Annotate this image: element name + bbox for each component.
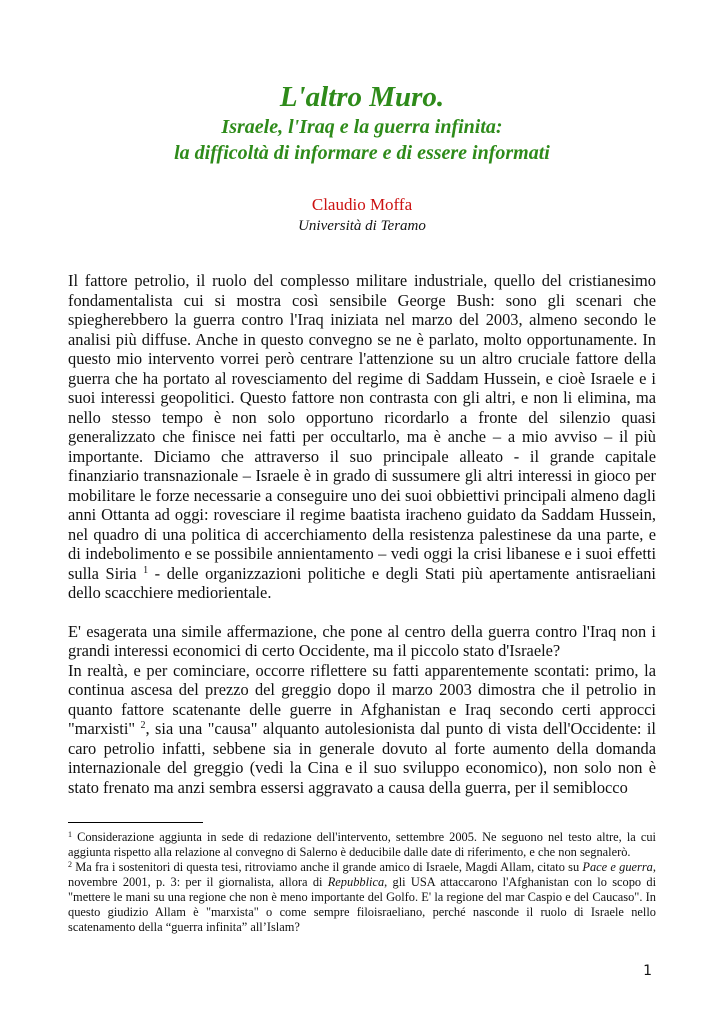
paragraph-3 [68, 661, 656, 798]
footnote-2-text-b: , novembre 2001, p. 3: per il giornalista, allora di [68, 860, 656, 889]
footnote-2-newspaper-name: Repubblica [327, 875, 385, 889]
subtitle-line-2: la difficoltà di informare e di essere informati [174, 142, 550, 164]
subtitle-line-1: Israele, l'Iraq e la guerra infinita: [221, 116, 503, 138]
footnote-2-citation-title: Pace e guerra [582, 860, 653, 874]
footnote-2-text-a: Ma fra i sostenitori di questa tesi, ritroviamo anche il grande amico di Israele, Magdi Allam, citato su [72, 860, 583, 874]
footnote-1 [68, 830, 656, 860]
paragraph-1-text-a: Il fattore petrolio, il ruolo del complesso militare industriale, quello del cristianesimo fondamentalista cui si mostra così sensibile George Bush: sono gli scenari che spiegherebbero la guerra contro l'Iraq iniziata nel marzo del 2003, almeno secondo le analisi più diffuse. Anche in questo convegno se ne è parlato, molto opportunamente. In questo mio intervento vorrei però centrare l'attenzione su un altro cruciale fattore della guerra che ha portato al rovesciamento del regime di Saddam Hussein, e cioè Israele e i suoi interessi geopolitici. Questo fattore non contrasta con gli altri, e non li elimina, ma nello stesso tempo è non solo opportuno ricordarlo a fronte del silenzio quasi generalizzato che finisce nei fatti per occultarlo, ma è anche – a mio avviso – il più importante. Diciamo che attraverso il suo principale alleato - il grande capitale finanziario transnazionale – Israele è in grado di sussumere gli altri interessi in gioco per mobilitare le forze necessarie a conseguire uno dei suoi obbiettivi principali almeno dagli anni Ottanta ad oggi: rovesciare il regime baatista iracheno guidato da Saddam Hussein, nel quadro di una politica di accerchiamento della resistenza palestinese da una parte, e di indebolimento e se possibile annientamento – vedi oggi la crisi libanese e i suoi effetti sulla Siria [68, 271, 656, 583]
footnote-1-text: Considerazione aggiunta in sede di redazione dell'intervento, settembre 2005. Ne seguono nel testo altre, la cui aggiunta rispetto alla relazione al convegno di Salerno è deducibile dalle date di riferimento, e che non segnalerò. [68, 830, 656, 859]
paragraph-1 [68, 271, 656, 603]
footnote-ref-2[interactable]: 2 [140, 720, 146, 731]
document-header [60, 80, 664, 236]
paragraph-1-text-b: - delle organizzazioni politiche e degli Stati più apertamente antisraeliani dello scacchiere mediorientale. [68, 563, 656, 602]
paragraph-3-text-b: , sia una "causa" alquanto autolesionista dal punto di vista dell'Occidente: il caro petrolio infatti, sebbene sia in generale dovuto al forte aumento della domanda internazionale del greggio (vedi la Cina e il suo sviluppo economico), non solo non è stato frenato ma anzi sembra essersi aggravato a causa della guerra, per il semiblocco [68, 719, 656, 797]
page-number: 1 [643, 963, 652, 979]
author-affiliation: Università di Teramo [298, 218, 426, 234]
paragraph-2: E' esagerata una simile affermazione, che pone al centro della guerra contro l'Iraq non i grandi interessi economici di certo Occidente, ma il piccolo stato d'Israele? [68, 621, 656, 660]
footnotes [68, 830, 656, 935]
footnote-separator [68, 822, 203, 823]
page-title: L'altro Muro. [279, 81, 445, 113]
author-name: Claudio Moffa [311, 195, 413, 214]
footnote-2-number: 2 [68, 860, 72, 869]
footnote-ref-1[interactable]: 1 [143, 564, 149, 576]
footnote-1-number: 1 [68, 830, 72, 839]
paragraph-3-text-a: In realtà, e per cominciare, occorre riflettere su fatti apparentemente scontati: primo, la continua ascesa del prezzo del greggio dopo il marzo 2003 dimostra che il petrolio in quanto fattore scatenante delle guerre in Afghanistan e Iraq secondo certi approcci "marxisti" [68, 660, 656, 738]
body-text [68, 271, 656, 797]
footnote-2-text-c: , gli USA attaccarono l'Afghanistan con lo scopo di "mettere le mani su una regione che non è meno importante del Golfo. E' la regione del mar Caspio e del Caucaso". In questo giudizio Allam è "marxista" o come sempre filoisraeliano, perché nasconde il ruolo di Israele nello scatenamento della “guerra infinita” all’Islam? [68, 875, 657, 934]
footnote-2 [68, 860, 656, 935]
